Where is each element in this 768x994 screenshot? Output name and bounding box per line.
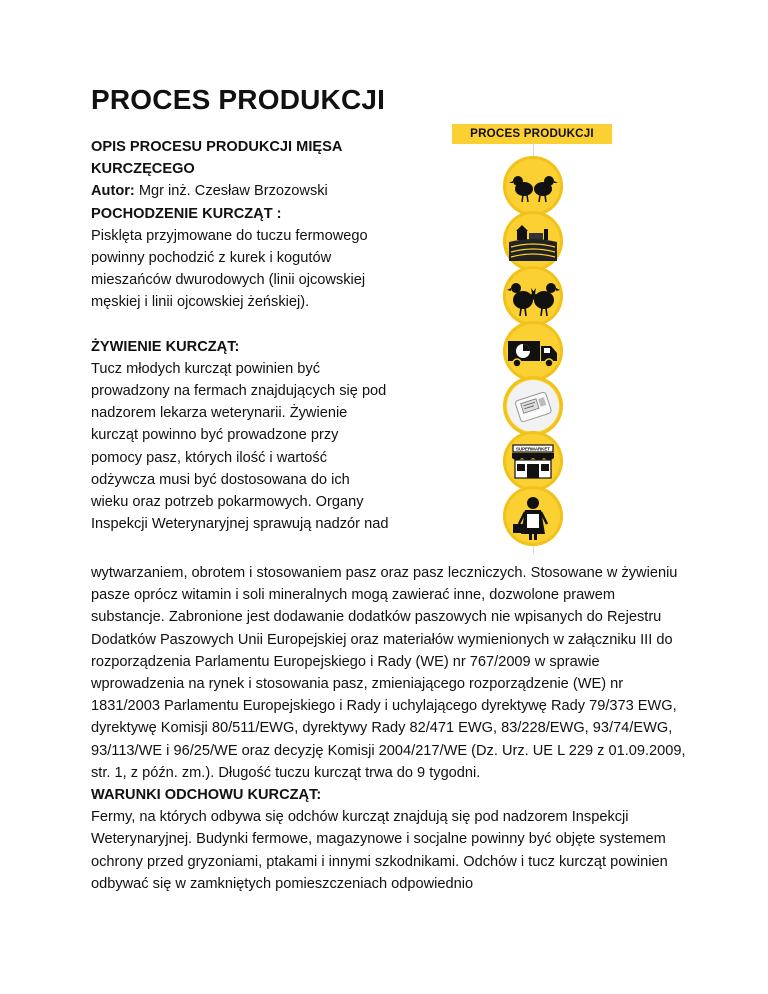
- section-text-feeding-part2: wytwarzaniem, obrotem i stosowaniem pasz oraz pasz leczniczych. Stosowane w żywieniu pasze oprócz witamin i soli mineralnych mogą zawierać inne, dozwolone prawem substancje. Zabronione jest dodawanie dodatków paszowych nie wpisanych do Rejestru Dodatków Paszowych Unii Europejskiej oraz materiałów wymienionych w załączniku III do rozporządzenia Parlamentu Europejskiego i Rady (WE) nr 767/2009 w sprawie wprowadzenia na rynek i stosowania pasz, zmieniającego rozporządzenie (WE) nr 1831/2003 Parlamentu Europejskiego i Rady i uchylającego dyrektywę Rady 79/373 EWG, dyrektywę Komisji 80/511/EWG, dyrektywy Rady 82/471 EWG, 83/228/EWG, 93/74/EWG, 93/113/WE i 96/25/WE oraz decyzję Komisji 2004/217/WE (Dz. Urz. UE L 229 z 01.09.2009, str. 1, z późn. zm.). Długość tuczu kurcząt trwa do 9 tygodni.: [91, 565, 686, 781]
- section-text-origin: Pisklęta przyjmowane do tuczu fermowego powinny pochodzić z kurek i kogutów mieszańców dwurodowych (linii ojcowskiej męskiej i linii ojcowskiej żeńskiej).: [91, 227, 368, 311]
- section-heading-origin: POCHODZENIE KURCZĄT :: [91, 205, 282, 222]
- text-column: [91, 136, 391, 535]
- hens-icon: [503, 266, 563, 326]
- farm-field-icon: [503, 211, 563, 271]
- author-line: [91, 180, 391, 202]
- author-label: Autor:: [91, 183, 135, 200]
- packaged-meat-icon: [503, 376, 563, 436]
- supermarket-sign-text: SUPERMARKET: [516, 446, 550, 452]
- infographic-banner: PROCES PRODUKCJI: [452, 124, 612, 144]
- supermarket-icon: [503, 431, 563, 491]
- chicks-icon: [503, 156, 563, 216]
- section-text-rearing: Fermy, na których odbywa się odchów kurcząt znajdują się pod nadzorem Inspekcji Weterynaryjnej. Budynki fermowe, magazynowe i socjalne powinny być objęte systemem ochrony przed gryzoniami, ptakami i innymi szkodnikami. Odchów i tucz kurcząt powinien odbywać się w zamkniętych pomieszczeniach odpowiednio: [91, 809, 668, 892]
- author-name: Mgr inż. Czesław Brzozowski: [134, 183, 328, 200]
- section-heading-feeding: ŻYWIENIE KURCZĄT:: [91, 338, 240, 355]
- shopper-icon: [503, 486, 563, 546]
- section-heading-rearing: WARUNKI ODCHOWU KURCZĄT:: [91, 787, 322, 804]
- page-title: PROCES PRODUKCJI: [91, 84, 386, 115]
- delivery-truck-icon: [503, 321, 563, 381]
- article-heading: OPIS PROCESU PRODUKCJI MIĘSA KURCZĘCEGO: [91, 139, 342, 178]
- section-text-feeding-part1: Tucz młodych kurcząt powinien być prowadzony na fermach znajdujących się pod nadzorem lekarza weterynarii. Żywienie kurcząt powinno być prowadzone przy pomocy pasz, których ilość i wartość odżywcza musi być dostosowana do ich wieku oraz potrzeb pokarmowych. Organy Inspekcji Weterynaryjnej sprawują nadzór nad: [91, 360, 389, 533]
- text-full-width: [91, 562, 691, 895]
